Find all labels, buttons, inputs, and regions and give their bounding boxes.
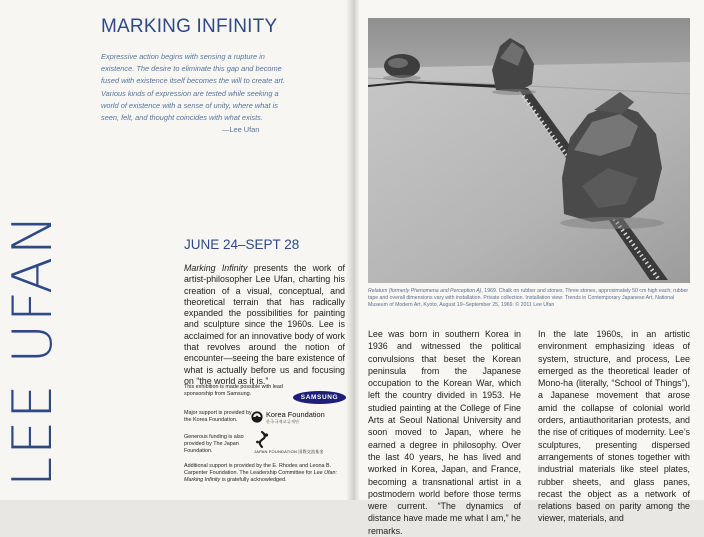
body-column-right: In the late 1960s, in an artistic environment emphasizing ideas of system, structure, and process, Lee emerged as the theoretical leader of Mono-ha (literally, “School of Things”), a Japanese movement that arose amid the collapse of colonial world orders, antiauthoritarian protests, and the rise of critiques of modernity. Lee’s sculptures, presenting dispersed arrangements of stones together with industrial materials like steel plates, rubber sheets, and glass panes, recast the object as a network of relations based on parity among the viewer, materials, and (538, 329, 690, 524)
exhibition-dates: JUNE 24–SEPT 28 (184, 237, 300, 252)
installation-photo (368, 18, 690, 283)
credit-additional-emphasis: Lee Ufan: Marking Infinity (184, 470, 338, 483)
intro-text: presents the work of artist-philosopher Lee Ufan, charting his creation of a visual, conceptual, and theoretical terrain that has radically expanded the possibilities for painting and sculpture since the 1960s. Lee is acclaimed for an innovative body of work that revolves around the notion of encounter—seeing the bare existence of what is actually before us and focusing on “the world as it is.” (184, 263, 345, 386)
intro-paragraph (184, 263, 345, 387)
credit-additional-support (184, 463, 346, 484)
epigraph-attribution: —Lee Ufan (222, 125, 260, 134)
japan-foundation-logo (254, 431, 324, 455)
samsung-logo: SAMSUNG (293, 391, 346, 404)
korea-foundation-mark-icon (251, 411, 263, 423)
stone-small (383, 54, 421, 81)
photo-caption (368, 288, 690, 309)
korea-foundation-korean: 한국국제교류재단 (266, 419, 300, 424)
caption-text: , 1969. Chalk on rubber and stones. Three stones, approximately 50 cm high each; rubber tape and overall dimensions vary with installation. Private collection. Installation view: Trends in Contemporary Japanese Art, National Museum of Modern Art, Kyoto, August 19–September 25, 1969. © 2011 Lee Ufan (368, 288, 689, 308)
body-column-left: Lee was born in southern Korea in 1936 and witnessed the political convulsions that beset the Korean peninsula from the Japanese occupation to the Korean War, which left the country divided in 1953. He studied painting at the College of Fine Arts at Seoul National University and soon moved to Japan, where he earned a degree in philosophy. Over the last 40 years, he has lived and worked in Korea, Japan, and France, becoming a transnational artist in a postmodern world before those terms were current. “The dynamics of distance have made me what I am,” he remarks. (368, 329, 521, 536)
credit-samsung: This exhibition is made possible with lead sponsorship from Samsung. (184, 384, 283, 397)
caption-title: Relatum (formerly Phenomena and Perception A) (368, 288, 482, 294)
credit-additional-prefix: Additional support is provided by the E. Rhodes and Leona B. Carpenter Foundation. The Leadership Committee for (184, 463, 332, 476)
korea-foundation-name: Korea Foundation (266, 410, 325, 419)
installation-photo-art (368, 18, 690, 283)
korea-foundation-logo (251, 409, 331, 427)
exhibition-title: MARKING INFINITY (101, 16, 278, 37)
credit-korea-foundation: Major support is provided by the Korea Foundation. (184, 410, 252, 423)
vertical-artist-name: LEE UFAN (1, 212, 64, 487)
credit-additional-suffix: is gratefully acknowledged. (220, 477, 287, 483)
japan-foundation-mark-icon (254, 431, 270, 448)
credit-japan-foundation: Generous funding is also provided by The Japan Foundation. (184, 434, 244, 454)
japan-foundation-name: JAPAN FOUNDATION 国際交流基金 (254, 449, 324, 454)
intro-title-emphasis: Marking Infinity (184, 263, 248, 273)
page-gutter (346, 0, 360, 500)
epigraph-quote: Expressive action begins with sensing a rupture in existence. The desire to eliminate this gap and become fused with existence itself becomes the will to create art. Various kinds of expression are tested while seeking a world of existence with a sense of unity, where what is seen, felt, and thought coincides with what exists. (101, 52, 286, 123)
